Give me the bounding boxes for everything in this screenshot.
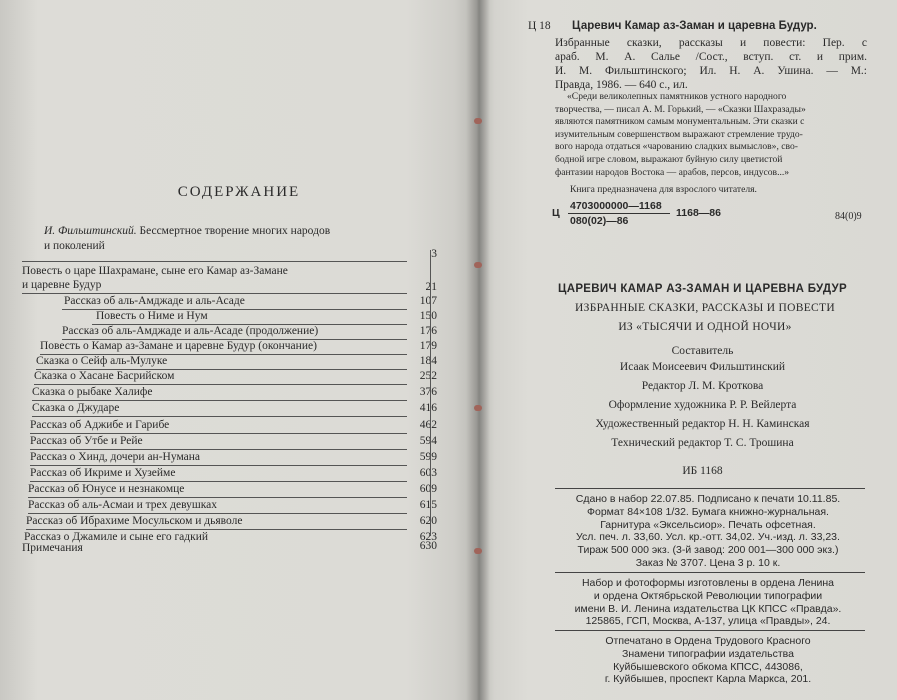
toc-entry-rule — [22, 261, 407, 262]
toc-entry-rule — [30, 481, 407, 482]
toc-entry-rule — [30, 449, 407, 450]
credit-line: Художественный редактор Н. Н. Каминская — [595, 418, 810, 430]
divider — [555, 488, 865, 489]
toc-entry-title: Рассказ об аль-Асмаи и трех девушках — [28, 499, 217, 511]
print-info-line: Заказ № 3707. Цена 3 р. 10 к. — [635, 556, 781, 569]
divider — [555, 630, 865, 631]
book-subheading: ИЗ «ТЫСЯЧИ И ОДНОЙ НОЧИ» — [618, 321, 792, 333]
classification-numerator: 4703000000—1168 — [570, 200, 662, 212]
typography-line: Набор и фотоформы изготовлены в ордена Ленина — [581, 577, 835, 589]
credit-line: Оформление художника Р. Р. Вейлерта — [608, 399, 797, 411]
toc-entry[interactable] — [22, 225, 437, 260]
toc-entry-page: 615 — [419, 499, 437, 511]
bib-title: Царевич Камар аз-Заман и царевна Будур. — [572, 20, 817, 32]
toc-entry-rule — [28, 513, 407, 514]
abstract-line: творчества, — писал А. М. Горький, — «Сказки Шахразады» — [555, 103, 806, 115]
toc-entry-title: Повесть о Камар аз-Замане и царевне Будур (окончание) — [40, 340, 317, 352]
abstract-line: изумительным совершенством выражают стремление трудо- — [555, 128, 803, 140]
toc-entry-title: Рассказ об Аджибе и Гарибе — [30, 419, 170, 431]
typography-line: имени В. И. Ленина издательства ЦК КПСС «Правда». — [574, 602, 842, 615]
toc-entry-page: 462 — [419, 419, 437, 431]
toc-entry-title: Сказка о Сейф аль-Мулуке — [36, 355, 168, 367]
bib-line: араб. М. А. Салье /Сост., вступ. ст. и прим. — [555, 51, 867, 63]
toc-entry-title: Рассказ об Юнусе и незнакомце — [28, 483, 185, 495]
contents-title: СОДЕРЖАНИЕ — [177, 184, 301, 200]
toc-entry-title: Рассказ об аль-Амджаде и аль-Асаде (продолжение) — [62, 325, 319, 337]
bbk-index: 84(0)9 — [835, 211, 862, 222]
toc-entry-page: 184 — [419, 355, 437, 367]
abstract — [555, 91, 855, 179]
print-house-line: Отпечатано в Ордена Трудового Красного — [605, 635, 811, 647]
toc-entry-title: Рассказ о Джамиле и сыне его гадкий — [24, 531, 209, 543]
toc-entry-rule — [30, 433, 407, 434]
bib-code: Ц 18 — [528, 20, 551, 32]
toc-entry-page: 594 — [419, 435, 437, 447]
toc-entry-page: 176 — [419, 325, 437, 337]
toc-entry-page: 376 — [419, 386, 437, 398]
toc-entry-rule — [32, 416, 407, 417]
divider — [555, 572, 865, 573]
typography-line: и ордена Октябрьской Революции типографии — [593, 589, 823, 602]
toc-entry-page: 620 — [419, 515, 437, 527]
toc-entry-title: Рассказ об Утбе и Рейе — [30, 435, 143, 447]
credit-line: Технический редактор Т. С. Трошина — [611, 437, 794, 449]
toc-entry-page: 252 — [419, 370, 437, 382]
fraction-bar — [568, 213, 670, 214]
classification-letter: Ц — [552, 207, 560, 219]
toc-entry-title: Рассказ об Икриме и Хузейме — [30, 467, 176, 479]
toc-entry-title: Повесть о Ниме и Нум — [96, 310, 208, 322]
bib-line: И. М. Фильштинского; Ил. Н. А. Ушина. — М.: — [555, 65, 867, 77]
toc-vertical-rule — [430, 250, 431, 536]
book-subheading: ИЗБРАННЫЕ СКАЗКИ, РАССКАЗЫ И ПОВЕСТИ — [575, 302, 835, 314]
toc-entry-page: 599 — [419, 451, 437, 463]
credit-line: Редактор Л. М. Кроткова — [641, 380, 764, 392]
toc-entry-title: Бессмертное творение многих народов — [139, 225, 331, 237]
toc-entry-page: 107 — [419, 295, 437, 307]
print-house — [548, 635, 868, 686]
print-info-line: Формат 84×108 1/32. Бумага книжно-журнальная. — [587, 505, 829, 518]
print-house-line: Знамени типографии издательства — [622, 647, 794, 660]
toc-entry-title: Рассказ об Ибрахиме Мосульском и дьяволе — [26, 515, 243, 527]
print-info-line: Тираж 500 000 экз. (3-й завод: 200 001—300 000 экз.) — [577, 544, 839, 557]
abstract-line: вого народа отдаться «чарованию сладких вымыслов», сво- — [555, 141, 798, 153]
print-info-line: Гарнитура «Эксельсиор». Печать офсетная. — [600, 518, 816, 531]
bib-line: Правда, 1986. — 640 с., ил. — [555, 79, 688, 91]
toc-entry-title: Примечания — [22, 542, 83, 554]
abstract-line: «Среди великолепных памятников устного народного — [567, 91, 787, 102]
print-house-line: г. Куйбышев, проспект Карла Маркса, 201. — [604, 673, 812, 686]
toc-entry-author: И. Фильштинский. — [44, 225, 137, 237]
abstract-note: Книга предназначена для взрослого читателя. — [570, 184, 757, 195]
toc-entry-title-cont: и поколений — [44, 240, 105, 252]
credit-line: Исаак Моисеевич Фильштинский — [619, 361, 786, 373]
toc-entry-title-cont: и царевне Будур — [22, 279, 102, 291]
abstract-line: бодной игре словом, выражают буйную силу цветистой — [555, 153, 783, 165]
toc-entry-page: 150 — [419, 310, 437, 322]
toc-entry-page: 603 — [419, 467, 437, 479]
toc-entry-rule — [30, 465, 407, 466]
toc-entry-page: 21 — [425, 281, 437, 293]
bib-line: Избранные сказки, рассказы и повести: Пер. с — [555, 37, 867, 49]
toc-entry-title: Повесть о царе Шахрамане, сыне его Камар аз-Замане — [22, 265, 288, 277]
toc-entry-rule — [32, 400, 407, 401]
toc-entry-rule — [34, 384, 407, 385]
classification-rest: 1168—86 — [676, 207, 721, 219]
book-heading: ЦАРЕВИЧ КАМАР АЗ-ЗАМАН И ЦАРЕВНА БУДУР — [558, 283, 847, 295]
bib-description — [555, 36, 867, 92]
toc-entry-page: 179 — [419, 340, 437, 352]
toc-entry-page: 623 — [419, 531, 437, 543]
toc-entry-title: Рассказ об аль-Амджаде и аль-Асаде — [64, 295, 245, 307]
toc-entry[interactable] — [22, 265, 437, 295]
toc-entry-page: 609 — [419, 483, 437, 495]
toc-entry-page: 3 — [431, 248, 437, 260]
toc-entry-title: Сказка о рыбаке Халифе — [32, 386, 153, 398]
print-info-line: Усл. печ. л. 33,60. Усл. кр.-отт. 34,02. Уч.-изд. л. 33,23. — [576, 531, 840, 544]
print-info — [548, 493, 868, 570]
classification-denominator: 080(02)—86 — [570, 215, 629, 227]
toc-entry-title: Сказка о Джударе — [32, 402, 120, 414]
credit-line: Составитель — [671, 345, 734, 357]
toc-entry-title: Сказка о Хасане Басрийском — [34, 370, 175, 382]
typography-info — [548, 577, 868, 628]
toc-entry-page: 630 — [419, 540, 437, 552]
toc-entry-page: 416 — [419, 402, 437, 414]
toc-entry-rule — [28, 497, 407, 498]
ib-number: ИБ 1168 — [682, 465, 723, 477]
toc-entry-rule — [22, 293, 407, 294]
print-info-line: Сдано в набор 22.07.85. Подписано к печати 10.11.85. — [575, 493, 841, 505]
abstract-line: являются памятником самым монументальным. Эти сказки с — [555, 116, 805, 128]
toc-entry-rule — [26, 529, 407, 530]
print-house-line: Куйбышевского обкома КПСС, 443086, — [613, 660, 803, 673]
abstract-line: фантазии народов Востока — арабов, персов, индусов...» — [555, 166, 790, 178]
toc-entry-title: Рассказ о Хинд, дочери ан-Нумана — [30, 451, 201, 463]
typography-line: 125865, ГСП, Москва, А-137, улица «Правды», 24. — [585, 615, 831, 628]
